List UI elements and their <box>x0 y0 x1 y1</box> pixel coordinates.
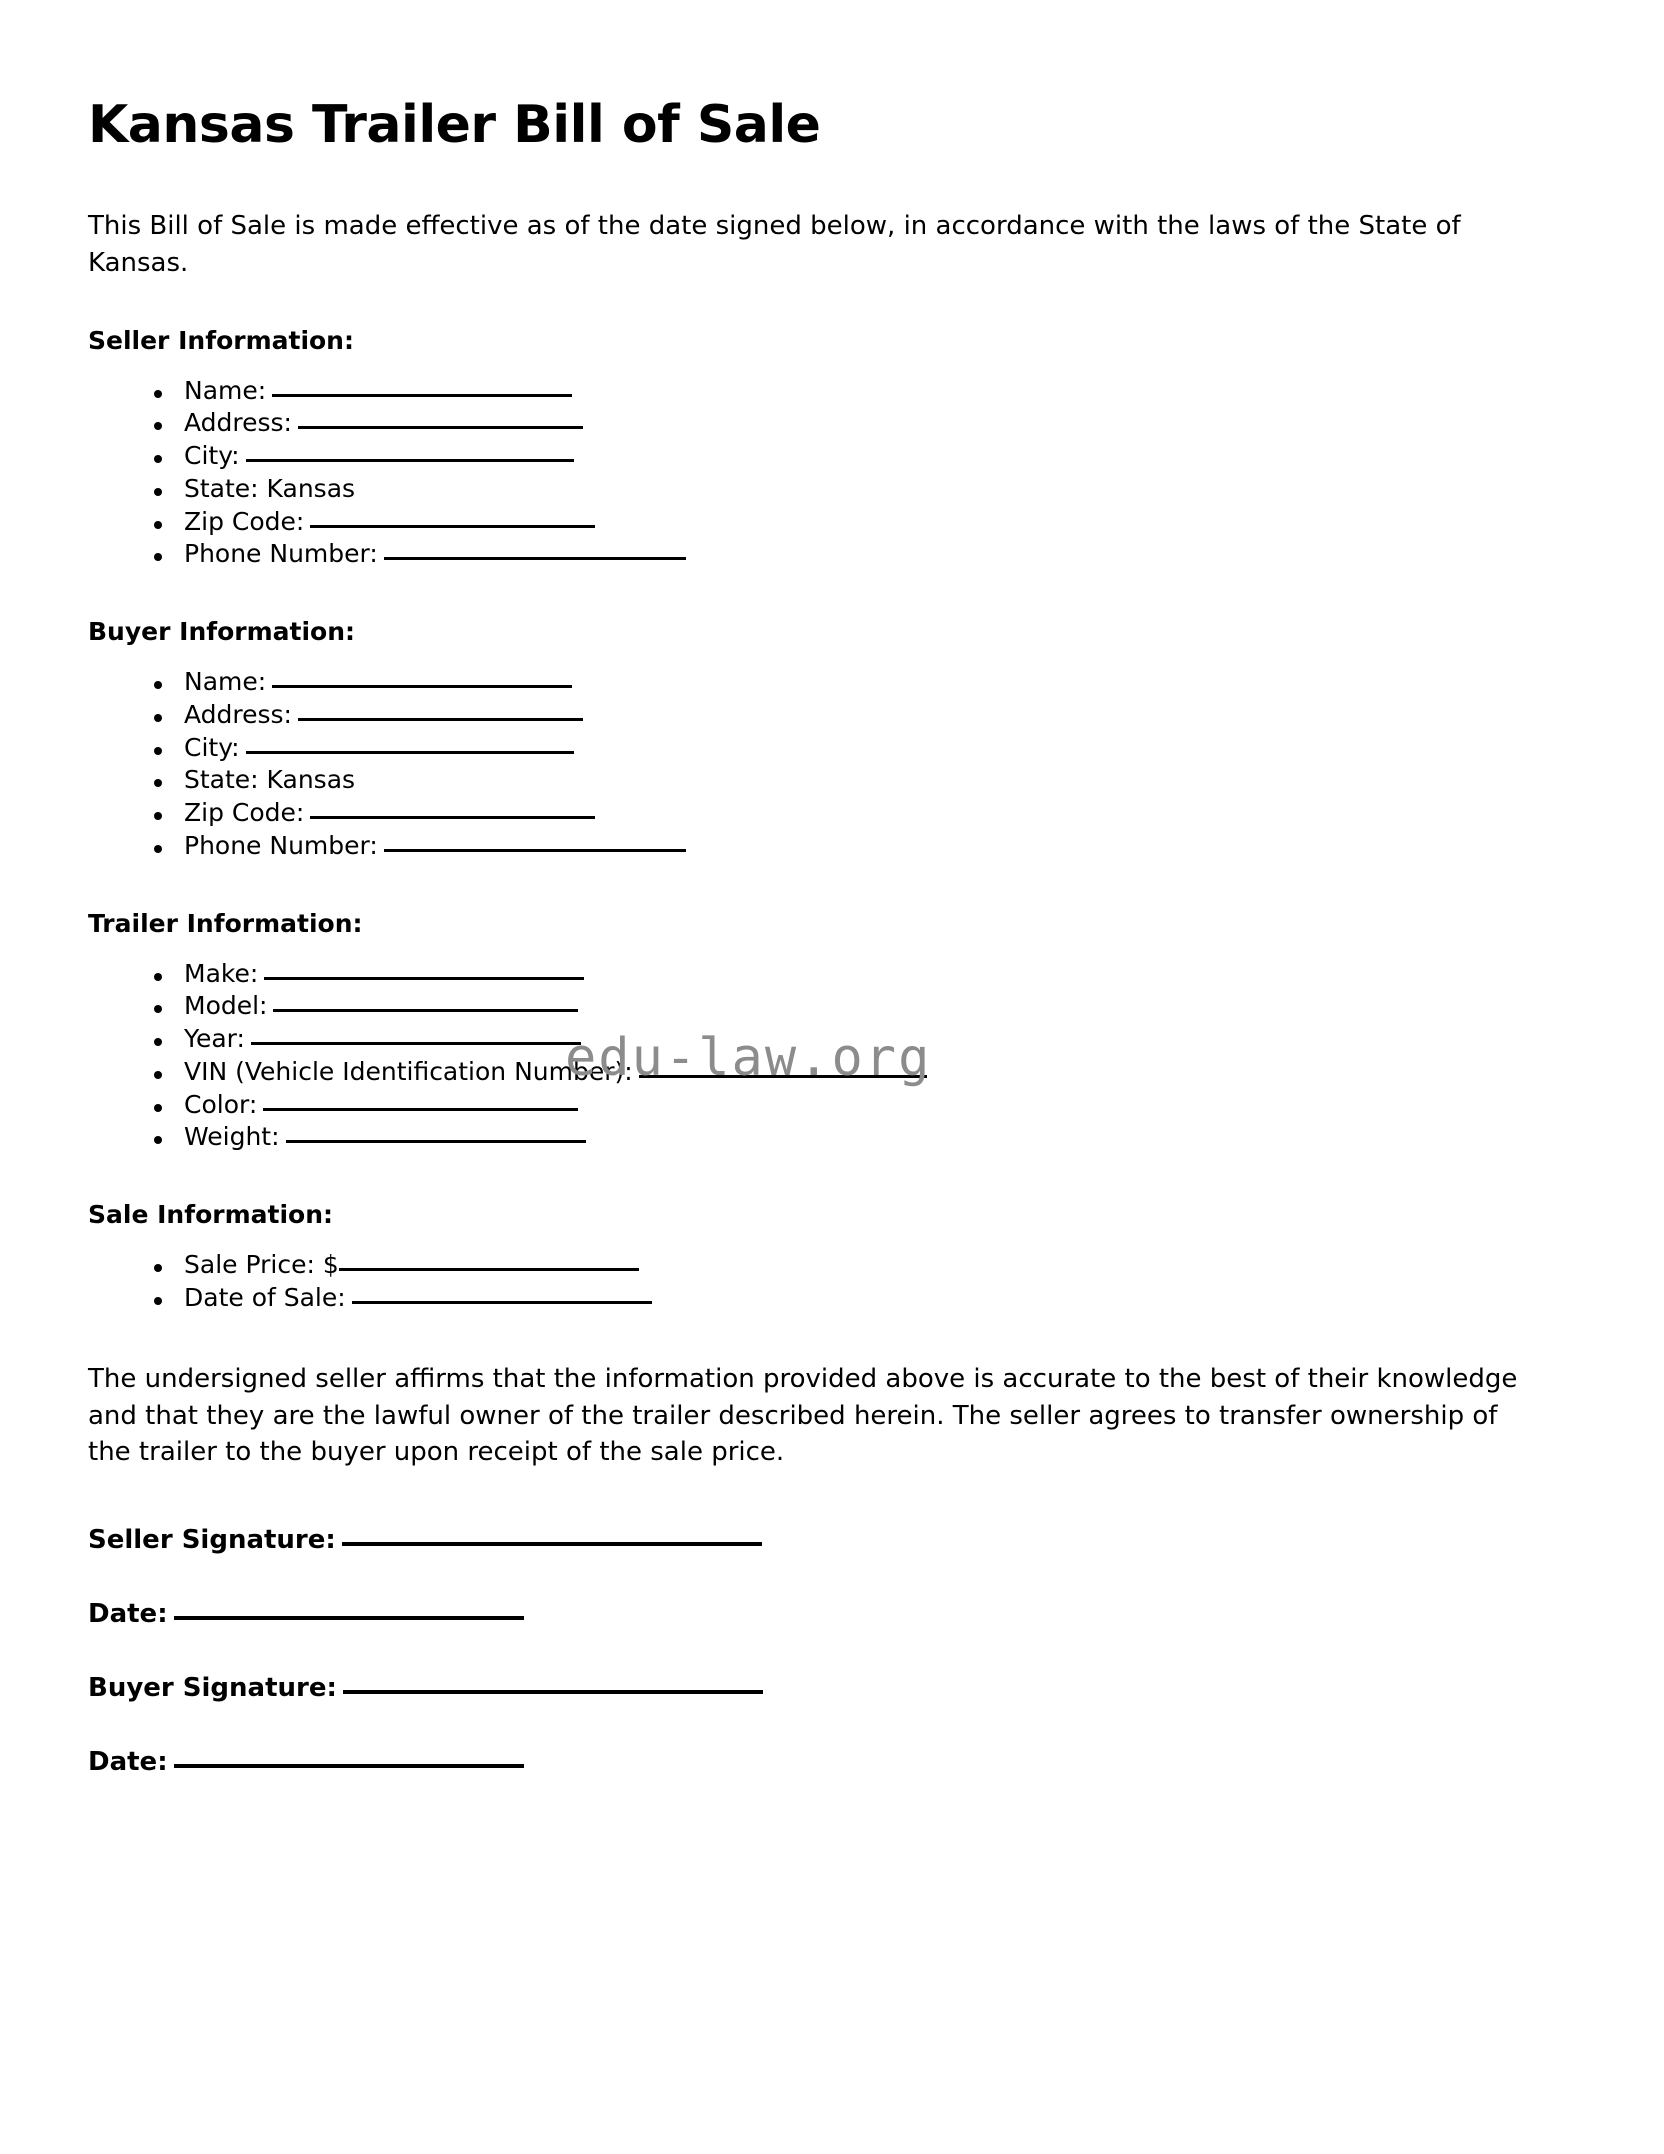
trailer-make-blank[interactable] <box>264 977 584 980</box>
buyer-name-blank[interactable] <box>272 685 572 688</box>
sale-date-label: Date of Sale: <box>184 1282 346 1312</box>
trailer-vin-blank[interactable] <box>639 1075 927 1078</box>
seller-phone-label: Phone Number: <box>184 539 378 569</box>
seller-date-line <box>88 1599 1546 1629</box>
trailer-model-blank[interactable] <box>273 1009 578 1012</box>
seller-date-blank[interactable] <box>174 1616 524 1620</box>
seller-signature-blank[interactable] <box>342 1542 762 1546</box>
buyer-date-blank[interactable] <box>174 1764 524 1768</box>
seller-city-label: City: <box>184 441 240 471</box>
trailer-weight-blank[interactable] <box>286 1140 586 1143</box>
buyer-state-label: State: Kansas <box>184 765 356 795</box>
trailer-vin-label: VIN (Vehicle Identification Number): <box>184 1056 633 1086</box>
sale-field-list <box>88 1251 1546 1317</box>
list-item <box>144 1025 1546 1058</box>
list-item <box>144 475 1546 508</box>
seller-signature-label: Seller Signature: <box>88 1525 336 1556</box>
buyer-signature-line <box>88 1673 1546 1703</box>
seller-zip-label: Zip Code: <box>184 506 305 536</box>
buyer-phone-blank[interactable] <box>384 849 686 852</box>
seller-date-label: Date: <box>88 1599 168 1630</box>
sale-date-blank[interactable] <box>352 1301 652 1304</box>
trailer-information-heading: Trailer Information: <box>88 908 363 938</box>
buyer-name-label: Name: <box>184 667 267 697</box>
sale-price-label: Sale Price: $ <box>184 1250 339 1280</box>
list-item <box>144 1091 1546 1124</box>
seller-name-blank[interactable] <box>272 394 572 397</box>
sale-information-heading: Sale Information: <box>88 1200 333 1230</box>
buyer-field-list <box>88 668 1546 865</box>
seller-name-label: Name: <box>184 375 267 405</box>
seller-state-label: State: Kansas <box>184 473 356 503</box>
list-item <box>144 734 1546 767</box>
trailer-color-blank[interactable] <box>263 1108 578 1111</box>
list-item <box>144 701 1546 734</box>
seller-field-list <box>88 377 1546 574</box>
list-item <box>144 1123 1546 1156</box>
list-item <box>144 409 1546 442</box>
buyer-city-label: City: <box>184 732 240 762</box>
buyer-date-label: Date: <box>88 1747 168 1778</box>
seller-city-blank[interactable] <box>246 459 574 462</box>
buyer-signature-label: Buyer Signature: <box>88 1673 337 1704</box>
seller-address-blank[interactable] <box>298 426 583 429</box>
trailer-color-label: Color: <box>184 1089 258 1119</box>
buyer-city-blank[interactable] <box>246 751 574 754</box>
trailer-model-label: Model: <box>184 991 268 1021</box>
buyer-phone-label: Phone Number: <box>184 830 378 860</box>
intro-paragraph: This Bill of Sale is made effective as of the date signed below, in accordance with the laws of the State of Kansas. <box>88 210 1461 278</box>
buyer-zip-label: Zip Code: <box>184 798 305 828</box>
list-item <box>144 799 1546 832</box>
trailer-field-list <box>88 960 1546 1157</box>
affirmation-paragraph: The undersigned seller affirms that the information provided above is accurate to the best of their knowledge and that they are the lawful owner of the trailer described herein. The seller agrees to transfer ownership of the trailer to the buyer upon receipt of the sale price. <box>88 1363 1518 1468</box>
list-item <box>144 508 1546 541</box>
buyer-zip-blank[interactable] <box>310 816 595 819</box>
list-item <box>144 1251 1546 1284</box>
list-item <box>144 668 1546 701</box>
buyer-date-line <box>88 1747 1546 1777</box>
list-item <box>144 1284 1546 1317</box>
list-item <box>144 442 1546 475</box>
list-item <box>144 1058 1546 1091</box>
buyer-signature-blank[interactable] <box>343 1690 763 1694</box>
seller-zip-blank[interactable] <box>310 525 595 528</box>
list-item <box>144 766 1546 799</box>
seller-signature-line <box>88 1525 1546 1555</box>
trailer-make-label: Make: <box>184 958 259 988</box>
list-item <box>144 992 1546 1025</box>
buyer-information-heading: Buyer Information: <box>88 617 356 647</box>
sale-price-blank[interactable] <box>339 1268 639 1271</box>
page-title: Kansas Trailer Bill of Sale <box>88 95 821 155</box>
trailer-year-label: Year: <box>184 1024 245 1054</box>
seller-phone-blank[interactable] <box>384 557 686 560</box>
seller-address-label: Address: <box>184 408 292 438</box>
list-item <box>144 960 1546 993</box>
site-watermark: edu-law.org <box>565 1028 932 1088</box>
list-item <box>144 832 1546 865</box>
list-item <box>144 377 1546 410</box>
list-item <box>144 540 1546 573</box>
trailer-year-blank[interactable] <box>251 1042 581 1045</box>
buyer-address-blank[interactable] <box>298 718 583 721</box>
seller-information-heading: Seller Information: <box>88 325 354 355</box>
buyer-address-label: Address: <box>184 699 292 729</box>
trailer-weight-label: Weight: <box>184 1122 280 1152</box>
